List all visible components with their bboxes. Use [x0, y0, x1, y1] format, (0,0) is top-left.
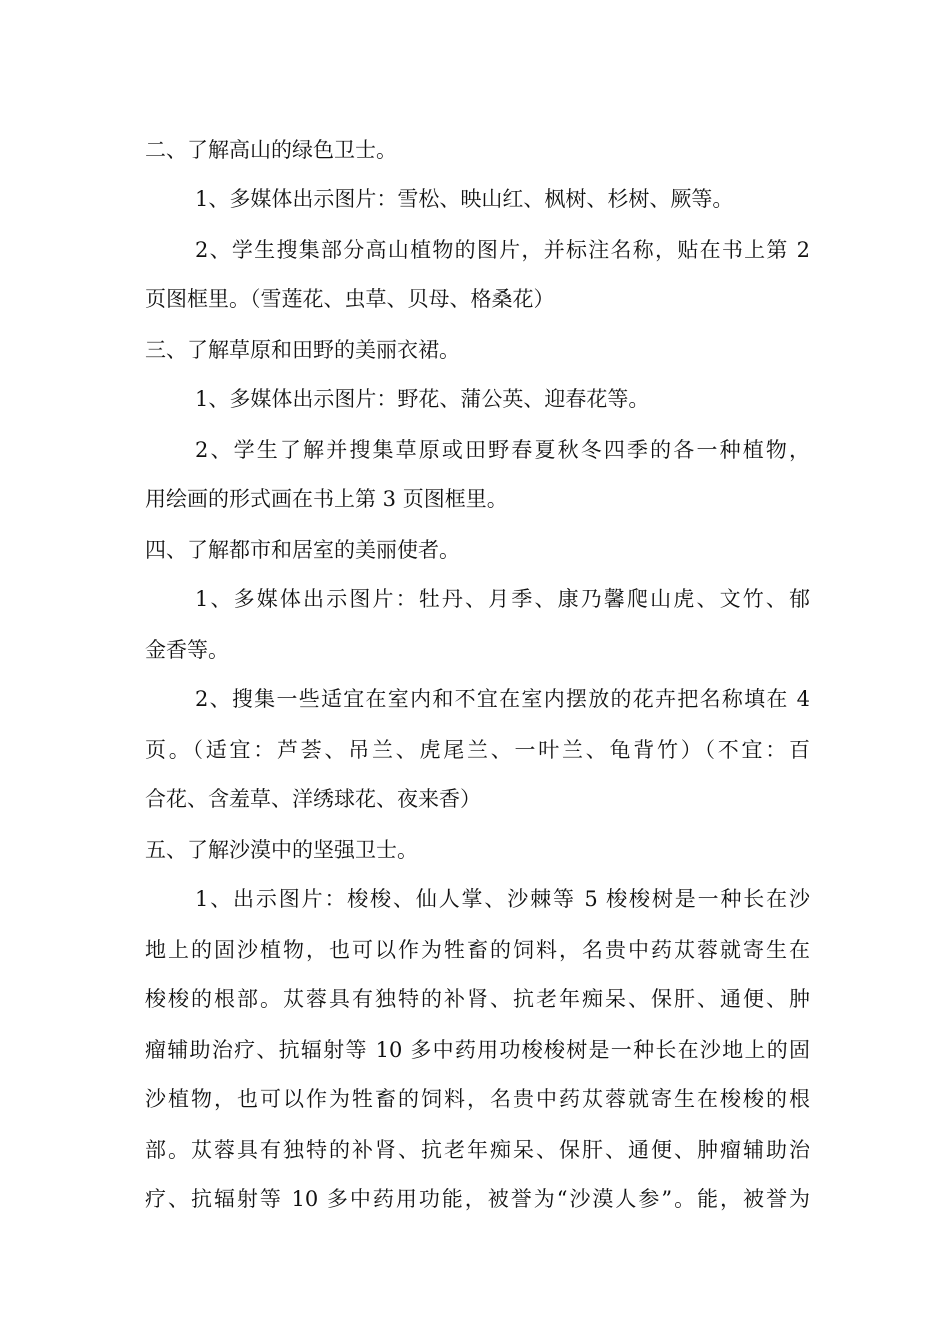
body-text-line: 页图框里。（雪莲花、虫草、贝母、格桑花）: [145, 287, 555, 311]
body-text-line: 地上的固沙植物，也可以作为牲畜的饲料，名贵中药苁蓉就寄生在: [145, 938, 810, 962]
body-text-line: 用绘画的形式画在书上第 3 页图框里。: [145, 487, 508, 511]
body-text-line: 疗、抗辐射等 10 多中药用功能，被誉为“沙漠人参”。能，被誉为: [145, 1187, 810, 1211]
list-item: 1、多媒体出示图片：雪松、映山红、枫树、杉树、厥等。: [195, 187, 734, 211]
section-heading-grassland-plants: 三、了解草原和田野的美丽衣裙。: [145, 338, 460, 362]
list-item: 1、多媒体出示图片：牡丹、月季、康乃馨爬山虎、文竹、郁: [195, 587, 810, 611]
list-item: 2、学生了解并搜集草原或田野春夏秋冬四季的各一种植物，: [195, 438, 810, 462]
body-text-line: 页。（适宜：芦荟、吊兰、虎尾兰、一叶兰、龟背竹）（不宜：百: [145, 738, 810, 762]
body-text-line: 瘤辅助治疗、抗辐射等 10 多中药用功梭梭树是一种长在沙地上的固: [145, 1038, 810, 1062]
body-text-line: 合花、含羞草、洋绣球花、夜来香）: [145, 787, 481, 811]
section-heading-desert-plants: 五、了解沙漠中的坚强卫士。: [145, 838, 418, 862]
section-heading-alpine-plants: 二、了解高山的绿色卫士。: [145, 138, 397, 162]
body-text-line: 沙植物，也可以作为牲畜的饲料，名贵中药苁蓉就寄生在梭梭的根: [145, 1087, 810, 1111]
list-item: 1、出示图片：梭梭、仙人掌、沙棘等 5 梭梭树是一种长在沙: [195, 887, 810, 911]
list-item: 2、搜集一些适宜在室内和不宜在室内摆放的花卉把名称填在 4: [195, 687, 810, 711]
section-heading-city-plants: 四、了解都市和居室的美丽使者。: [145, 538, 460, 562]
list-item: 1、多媒体出示图片：野花、蒲公英、迎春花等。: [195, 387, 650, 411]
list-item: 2、学生搜集部分高山植物的图片，并标注名称，贴在书上第 2: [195, 238, 810, 262]
body-text-line: 部。苁蓉具有独特的补肾、抗老年痴呆、保肝、通便、肿瘤辅助治: [145, 1138, 810, 1162]
body-text-line: 梭梭的根部。苁蓉具有独特的补肾、抗老年痴呆、保肝、通便、肿: [145, 987, 810, 1011]
body-text-line: 金香等。: [145, 638, 229, 662]
